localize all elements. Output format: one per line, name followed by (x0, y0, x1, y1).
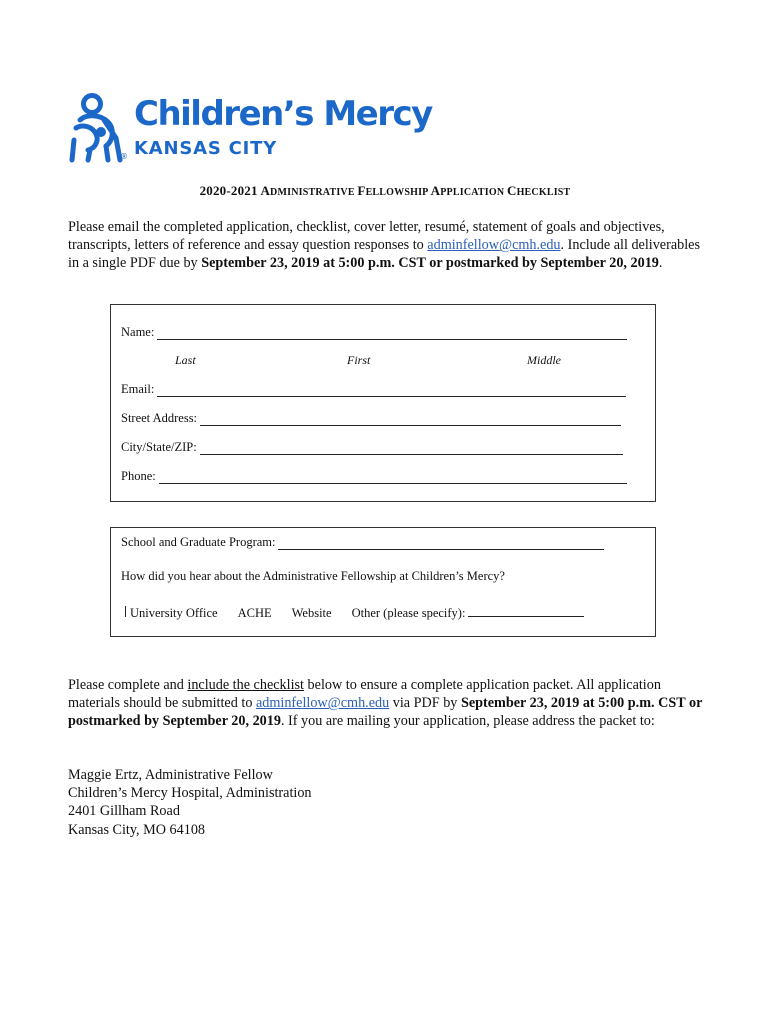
other-specify-field[interactable] (468, 604, 584, 617)
option-ache[interactable]: ACHE (237, 606, 272, 620)
first-name-caption: First (347, 353, 371, 367)
intro-paragraph: Please email the completed application, checklist, cover letter, resumé, statement of goals and objectives, transcripts, letters of reference and essay question responses to adminfellow@cmh.edu. Include all deliverables in a single PDF due by September 23, 2019 at 5:00 p.m. CST or postmarked by September 20, 2019. (68, 219, 700, 272)
city-row (121, 440, 623, 455)
referral-question: How did you hear about the Administrative Fellowship at Children’s Mercy? (121, 569, 505, 583)
submission-deadline: September 23, 2019 at 5:00 p.m. CST or postmarked by September 20, 2019 (68, 695, 703, 730)
name-row (121, 325, 627, 340)
referral-options (125, 604, 584, 621)
document-title: 2020-2021 ADMINISTRATIVE FELLOWSHIP APPLICATION CHECKLIST (199, 183, 571, 198)
name-label: Name: (121, 325, 155, 339)
checklist-emphasis: include the checklist (187, 677, 304, 693)
address-line-1: Maggie Ertz, Administrative Fellow (68, 767, 273, 783)
address-line-2: Children’s Mercy Hospital, Administration (68, 785, 312, 802)
deadline-text: September 23, 2019 at 5:00 p.m. CST or postmarked by September 20, 2019 (201, 255, 659, 272)
street-field[interactable] (200, 413, 621, 426)
logo-wordmark: Children’s Mercy (134, 94, 432, 134)
submission-email-link[interactable]: adminfellow@cmh.edu (255, 695, 390, 712)
email-row (121, 382, 626, 397)
program-info-box (110, 527, 656, 637)
address-line-4: Kansas City, MO 64108 (68, 821, 206, 838)
school-field[interactable] (278, 537, 604, 550)
email-label: Email: (121, 382, 155, 396)
instructions-paragraph: Please complete and include the checklist below to ensure a complete application packet. All application materials should be submitted to adminfellow@cmh.edu via PDF by September 23, 2019 at 5:00 p.m. CST or postmarked by September 20, 2019. If you are mailing your application, please address the packet to: (68, 677, 703, 730)
city-label: City/State/ZIP: (121, 440, 197, 454)
name-field[interactable] (157, 327, 627, 340)
school-row (121, 535, 604, 550)
street-label: Street Address: (121, 411, 198, 425)
city-field[interactable] (200, 442, 623, 455)
address-line-3: 2401 Gillham Road (68, 803, 180, 820)
logo-city: KANSAS CITY (134, 138, 278, 159)
phone-label: Phone: (121, 469, 156, 483)
checkbox-icon[interactable] (125, 606, 128, 617)
street-row (121, 411, 621, 426)
phone-field[interactable] (159, 471, 627, 484)
last-name-caption: Last (175, 353, 196, 367)
option-website[interactable]: Website (291, 606, 332, 620)
school-label: School and Graduate Program: (121, 535, 276, 549)
registered-mark: ® (120, 152, 128, 161)
email-link[interactable]: adminfellow@cmh.edu (427, 237, 561, 254)
middle-name-caption: Middle (527, 353, 561, 367)
mailing-address (68, 766, 312, 839)
childrens-mercy-logo (68, 92, 432, 166)
option-other[interactable]: Other (please specify): (352, 604, 585, 621)
phone-row (121, 469, 627, 484)
contact-info-box (110, 304, 656, 502)
option-university-office[interactable]: University Office (125, 606, 218, 621)
email-field[interactable] (157, 384, 626, 397)
